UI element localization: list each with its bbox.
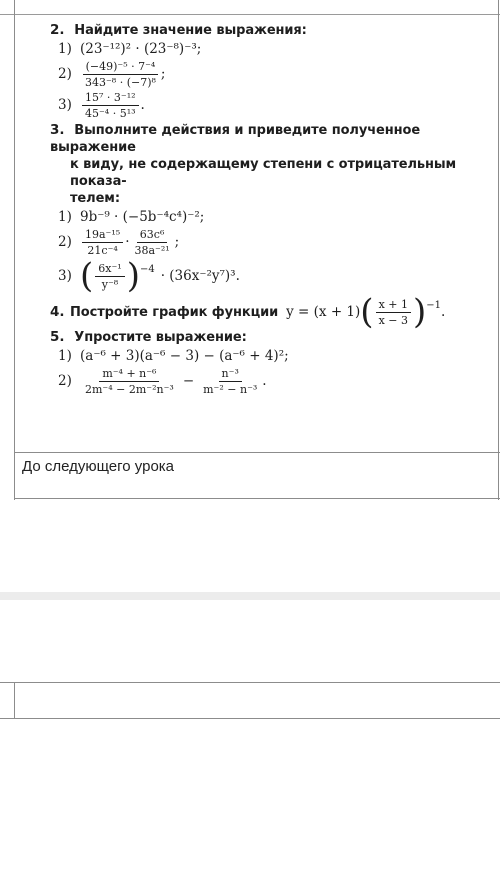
task-5-item-1 (50, 348, 498, 365)
table-right-border (498, 0, 499, 500)
task-5-item-2 (50, 367, 498, 396)
item-number: 1) (58, 348, 72, 364)
task-number: 2. (50, 22, 65, 38)
task-number: 3. (50, 122, 65, 138)
left-paren: ( (360, 292, 374, 332)
expression: · (36x⁻²y⁷)³. (160, 267, 240, 284)
denominator: 38a⁻²¹ (134, 244, 170, 257)
numerator: m⁻⁴ + n⁻⁶ (99, 367, 159, 382)
denominator: 2m⁻⁴ − 2m⁻²n⁻³ (85, 383, 174, 396)
multiply-sign: · (125, 234, 130, 250)
item-number: 3) (58, 97, 72, 113)
task-title-line-2: к виду, не содержащему степени с отрицательным показа- (70, 157, 457, 189)
task-3-item-2 (50, 228, 498, 257)
numerator: (−49)⁻⁵ · 7⁻⁴ (83, 60, 159, 75)
item-number: 2) (58, 373, 72, 389)
expression: (23⁻¹²)² · (23⁻⁸)⁻³; (80, 41, 202, 57)
fraction-1 (82, 228, 123, 257)
numerator: 19a⁻¹⁵ (82, 228, 123, 243)
problem-list (50, 22, 498, 398)
numerator: n⁻³ (219, 367, 242, 382)
numerator: x + 1 (376, 298, 411, 313)
punctuation: ; (160, 66, 166, 82)
denominator: y⁻⁸ (101, 277, 119, 291)
task-title: Найдите значение выражения: (74, 23, 307, 38)
right-paren: ) (412, 292, 427, 332)
fraction (82, 60, 159, 89)
task-2-item-3 (50, 91, 498, 120)
punctuation: . (262, 373, 267, 389)
fraction (376, 298, 411, 327)
right-paren: ) (126, 256, 140, 296)
punctuation: . (140, 97, 145, 113)
task-number: 4. (50, 303, 65, 320)
item-number: 1) (58, 209, 72, 225)
expression: 9b⁻⁹ · (−5b⁻⁴c⁴)⁻²; (80, 209, 205, 225)
numerator: 63c⁶ (137, 228, 168, 243)
task-2-item-2 (50, 60, 498, 89)
exponent: −4 (139, 264, 155, 275)
note-next-lesson: До следующего урока (22, 458, 175, 475)
minus-sign: − (182, 373, 195, 389)
item-number: 1) (58, 41, 72, 57)
page-gap (0, 592, 500, 600)
task-2-item-1 (50, 41, 498, 58)
row-divider-3 (0, 682, 500, 683)
item-number: 2) (58, 234, 72, 250)
denominator: m⁻² − n⁻³ (203, 383, 258, 396)
left-paren: ( (80, 256, 94, 296)
expression: (a⁻⁶ + 3)(a⁻⁶ − 3) − (a⁻⁶ + 4)²; (80, 348, 289, 364)
numerator: 15⁷ · 3⁻¹² (82, 91, 139, 106)
row-divider-4 (0, 718, 500, 719)
top-strip (0, 0, 500, 15)
punctuation: . (441, 303, 446, 320)
task-3-item-3 (50, 256, 498, 296)
table-left-border-lower (14, 682, 15, 718)
fraction-2 (131, 228, 172, 257)
task-5 (50, 329, 498, 396)
task-4 (50, 292, 498, 332)
function-expression: y = (x + 1) (286, 303, 361, 320)
fraction-2 (200, 367, 260, 396)
task-3 (50, 122, 498, 296)
exponent: −1 (426, 300, 441, 311)
denominator: x − 3 (378, 313, 408, 327)
task-number: 5. (50, 329, 65, 345)
item-number: 3) (58, 267, 72, 284)
row-divider-2 (14, 498, 500, 499)
denominator: 343⁻⁸ · (−7)⁸ (85, 76, 156, 89)
table-left-border (14, 0, 15, 500)
task-title-line-3: телем: (70, 191, 120, 206)
denominator: 21c⁻⁴ (87, 244, 118, 257)
denominator: 45⁻⁴ · 5¹³ (85, 107, 136, 120)
punctuation: ; (174, 234, 180, 250)
fraction (82, 91, 139, 120)
task-title: Постройте график функции (70, 304, 279, 320)
row-divider-1 (14, 452, 500, 453)
task-2 (50, 22, 498, 120)
item-number: 2) (58, 66, 72, 82)
numerator: 6x⁻¹ (95, 262, 124, 277)
fraction-1 (82, 367, 177, 396)
task-title-line-1: Выполните действия и приведите полученное выражение (50, 123, 421, 155)
task-3-item-1 (50, 209, 498, 226)
task-title: Упростите выражение: (74, 330, 247, 345)
fraction (95, 262, 124, 291)
